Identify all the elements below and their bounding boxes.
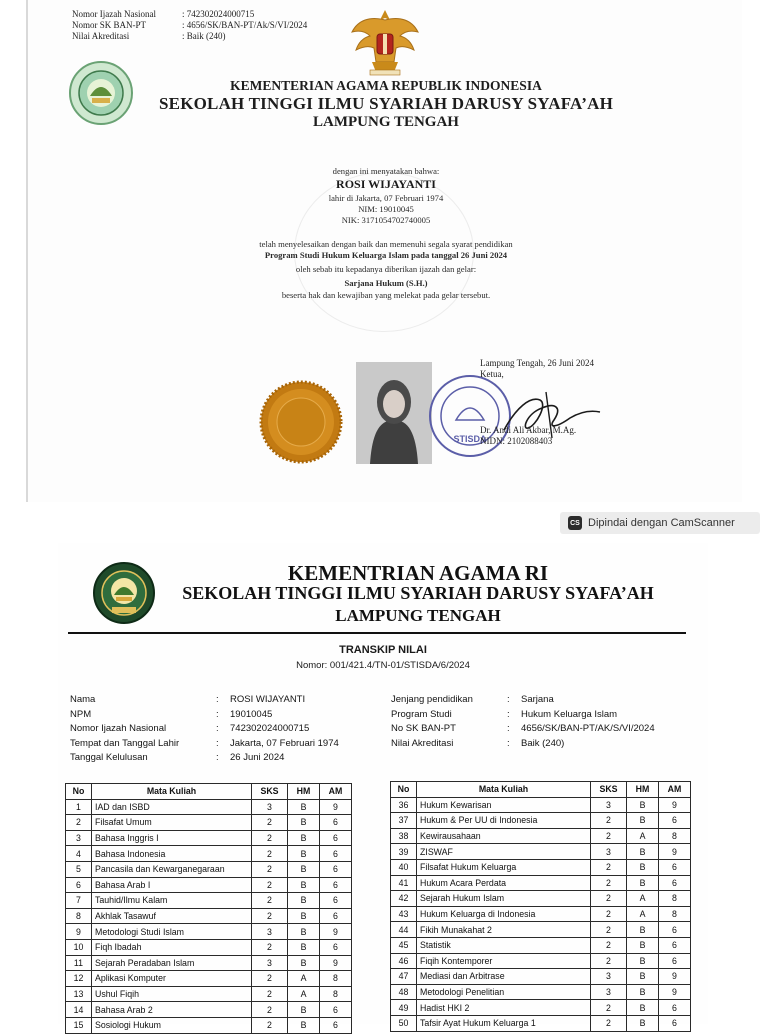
table-row — [66, 1002, 352, 1018]
table-row — [66, 939, 352, 955]
cell-sks: 2 — [252, 877, 288, 893]
table-row — [66, 1017, 352, 1033]
cell-sks: 2 — [252, 939, 288, 955]
student-info-right: Jenjang pendidikan : Sarjana Program Studi : Hukum Keluarga Islam No SK BAN-PT : 4656/SK/BAN-PT/AK/S/VI/2024 Nilai Akreditasi : Baik (240) — [391, 693, 655, 751]
info-label: Tanggal Kelulusan — [70, 752, 148, 763]
cell-sks: 2 — [591, 922, 627, 938]
cell-am: 6 — [320, 830, 352, 846]
info-value: 19010045 — [230, 708, 273, 720]
cell-course: Bahasa Indonesia — [92, 846, 252, 862]
camscanner-icon: CS — [568, 516, 582, 530]
table-row — [66, 830, 352, 846]
cell-no: 50 — [391, 1015, 417, 1031]
diploma-intro: dengan ini menyatakan bahwa: — [332, 166, 440, 176]
cell-no: 49 — [391, 1000, 417, 1016]
info-value: 742302024000715 — [230, 723, 310, 734]
col-header-hm: HM — [288, 784, 320, 800]
cell-hm: A — [627, 828, 659, 844]
cell-course: Metodologi Penelitian — [417, 984, 591, 1000]
cell-hm: B — [288, 1017, 320, 1033]
cell-no: 7 — [66, 893, 92, 909]
cell-course: Tauhid/Ilmu Kalam — [92, 893, 252, 909]
cell-no: 14 — [66, 1002, 92, 1018]
birth-line: lahir di Jakarta, 07 Februari 1974 — [328, 193, 444, 203]
table-row — [391, 891, 691, 907]
rights-line: beserta hak dan kewajiban yang melekat pada gelar tersebut. — [281, 290, 491, 300]
cell-am: 8 — [320, 986, 352, 1002]
cell-hm: B — [627, 937, 659, 953]
cell-sks: 2 — [252, 1017, 288, 1033]
courses-table-right — [390, 781, 691, 1032]
transcript-number: Nomor: 001/421.4/TN-01/STISDA/6/2024 — [296, 660, 470, 671]
cell-course: IAD dan ISBD — [92, 799, 252, 815]
signer-nidn: NIDN: 2102088403 — [480, 436, 553, 446]
table-row — [66, 955, 352, 971]
table-row — [391, 922, 691, 938]
cell-am: 9 — [659, 844, 691, 860]
col-header-am: AM — [320, 784, 352, 800]
cell-hm: B — [627, 922, 659, 938]
table-row — [66, 893, 352, 909]
cell-hm: B — [288, 939, 320, 955]
camscanner-badge — [560, 512, 760, 534]
cell-course: Sosiologi Hukum — [92, 1017, 252, 1033]
cell-no: 44 — [391, 922, 417, 938]
signature-block — [480, 358, 594, 447]
cell-hm: B — [627, 813, 659, 829]
cell-no: 1 — [66, 799, 92, 815]
cell-sks: 2 — [252, 815, 288, 831]
meta-value: : Baik (240) — [182, 31, 226, 41]
cell-course: Bahasa Arab I — [92, 877, 252, 893]
cell-hm: B — [288, 924, 320, 940]
cell-hm: B — [288, 893, 320, 909]
table-row — [66, 861, 352, 877]
table-row — [66, 986, 352, 1002]
graduate-photo — [356, 362, 432, 464]
table-row — [66, 877, 352, 893]
meta-value: : 4656/SK/BAN-PT/Ak/S/VI/2024 — [182, 20, 308, 30]
table-body — [391, 797, 691, 1031]
cell-course: Bahasa Inggris I — [92, 830, 252, 846]
graduate-name: ROSI WIJAYANTI — [336, 177, 436, 191]
table-row — [391, 937, 691, 953]
cell-no: 9 — [66, 924, 92, 940]
diploma-location: LAMPUNG TENGAH — [313, 114, 459, 130]
courses-table-left — [65, 783, 352, 1034]
info-value: ROSI WIJAYANTI — [230, 694, 306, 705]
cell-hm: B — [627, 1000, 659, 1016]
cell-no: 48 — [391, 984, 417, 1000]
table-row — [391, 797, 691, 813]
transcript-ministry: KEMENTRIAN AGAMA RI — [287, 561, 549, 585]
info-value: Jakarta, 07 Februari 1974 — [230, 737, 339, 749]
stamp-label: STISDA — [453, 434, 487, 444]
table-row — [391, 828, 691, 844]
cell-am: 9 — [659, 797, 691, 813]
cell-am: 6 — [320, 1017, 352, 1033]
cell-am: 6 — [659, 953, 691, 969]
cell-no: 5 — [66, 861, 92, 877]
cell-no: 42 — [391, 891, 417, 907]
cell-am: 8 — [320, 971, 352, 987]
cell-hm: A — [627, 891, 659, 907]
cell-sks: 2 — [252, 1002, 288, 1018]
cell-sks: 3 — [252, 955, 288, 971]
cell-am: 6 — [659, 937, 691, 953]
cell-am: 9 — [320, 955, 352, 971]
col-header-sks: SKS — [252, 784, 288, 800]
cell-hm: B — [288, 799, 320, 815]
cell-sks: 2 — [591, 906, 627, 922]
cell-am: 8 — [659, 891, 691, 907]
cell-no: 45 — [391, 937, 417, 953]
cell-sks: 2 — [252, 846, 288, 862]
cell-no: 11 — [66, 955, 92, 971]
diploma-ministry: KEMENTERIAN AGAMA REPUBLIK INDONESIA — [230, 78, 542, 93]
cell-course: Filsafat Umum — [92, 815, 252, 831]
col-header-no: No — [391, 782, 417, 798]
meta-label: Nilai Akreditasi — [72, 31, 130, 41]
cell-am: 9 — [320, 924, 352, 940]
cell-hm: B — [627, 1015, 659, 1031]
cell-am: 6 — [320, 861, 352, 877]
granted-line: oleh sebab itu kepadanya diberikan ijazah dan gelar: — [295, 264, 477, 274]
cell-am: 6 — [320, 893, 352, 909]
garuda-emblem-icon — [350, 6, 420, 78]
col-header-no: No — [66, 784, 92, 800]
table-row — [66, 815, 352, 831]
cell-am: 6 — [320, 939, 352, 955]
transcript-location: LAMPUNG TENGAH — [335, 606, 501, 625]
cell-am: 6 — [659, 859, 691, 875]
cell-course: Mediasi dan Arbitrase — [417, 969, 591, 985]
table-header-row — [391, 782, 691, 798]
col-header-hm: HM — [627, 782, 659, 798]
cell-sks: 3 — [591, 844, 627, 860]
cell-hm: B — [627, 859, 659, 875]
meta-label: Nomor Ijazah Nasional — [72, 9, 156, 19]
cell-course: Kewirausahaan — [417, 828, 591, 844]
cell-sks: 3 — [591, 969, 627, 985]
cell-no: 46 — [391, 953, 417, 969]
cell-sks: 2 — [252, 830, 288, 846]
col-header-course: Mata Kuliah — [417, 782, 591, 798]
cell-no: 3 — [66, 830, 92, 846]
cell-sks: 2 — [252, 893, 288, 909]
cell-hm: B — [627, 844, 659, 860]
meta-value: : 742302024000715 — [182, 9, 255, 19]
info-label: No SK BAN-PT — [391, 723, 456, 734]
cell-sks: 3 — [591, 984, 627, 1000]
cell-hm: B — [627, 797, 659, 813]
cell-sks: 3 — [252, 799, 288, 815]
cell-hm: B — [288, 846, 320, 862]
cell-course: Metodologi Studi Islam — [92, 924, 252, 940]
cell-course: Filsafat Hukum Keluarga — [417, 859, 591, 875]
cell-course: Bahasa Arab 2 — [92, 1002, 252, 1018]
table-row — [391, 875, 691, 891]
cell-no: 37 — [391, 813, 417, 829]
table-row — [66, 908, 352, 924]
table-row — [66, 971, 352, 987]
cell-am: 6 — [320, 846, 352, 862]
table-row — [391, 1000, 691, 1016]
table-row — [66, 924, 352, 940]
cell-course: Sejarah Hukum Islam — [417, 891, 591, 907]
place-date: Lampung Tengah, 26 Juni 2024 — [480, 358, 594, 368]
info-label: Program Studi — [391, 708, 452, 720]
info-value: Baik (240) — [521, 737, 565, 749]
cell-course: ZISWAF — [417, 844, 591, 860]
cell-course: Sejarah Peradaban Islam — [92, 955, 252, 971]
cell-course: Fiqh Ibadah — [92, 939, 252, 955]
table-row — [391, 844, 691, 860]
cell-course: Aplikasi Komputer — [92, 971, 252, 987]
cell-hm: B — [627, 953, 659, 969]
cell-hm: B — [627, 969, 659, 985]
student-info-left: Nama : ROSI WIJAYANTI NPM : 19010045 Nomor Ijazah Nasional : 742302024000715 Tempat dan Tanggal Lahir : Jakarta, 07 Februari 1974 Tanggal Kelulusan : 26 Juni 2024 — [70, 693, 339, 766]
cell-am: 6 — [320, 908, 352, 924]
cell-hm: B — [288, 908, 320, 924]
cell-am: 6 — [659, 922, 691, 938]
info-label: Tempat dan Tanggal Lahir — [70, 737, 180, 749]
cell-am: 6 — [659, 1000, 691, 1016]
cell-course: Ushul Fiqih — [92, 986, 252, 1002]
cell-hm: A — [627, 906, 659, 922]
sign-title: Ketua, — [480, 369, 504, 379]
col-header-am: AM — [659, 782, 691, 798]
degree-line: Sarjana Hukum (S.H.) — [344, 278, 428, 288]
cell-sks: 3 — [591, 797, 627, 813]
table-body — [66, 799, 352, 1033]
cell-sks: 2 — [591, 953, 627, 969]
table-header-row — [66, 784, 352, 800]
cell-am: 9 — [659, 969, 691, 985]
cell-course: Fiqih Kontemporer — [417, 953, 591, 969]
cell-am: 8 — [659, 906, 691, 922]
cell-hm: B — [288, 877, 320, 893]
table-row — [391, 969, 691, 985]
cell-am: 6 — [659, 813, 691, 829]
cell-am: 9 — [659, 984, 691, 1000]
transcript-title: TRANSKIP NILAI — [339, 644, 427, 656]
table-row — [391, 1015, 691, 1031]
diploma-meta — [72, 9, 307, 42]
cell-sks: 2 — [591, 813, 627, 829]
table-row — [391, 906, 691, 922]
info-value: 4656/SK/BAN-PT/AK/S/VI/2024 — [521, 723, 655, 734]
cell-no: 8 — [66, 908, 92, 924]
cell-course: Hukum Kewarisan — [417, 797, 591, 813]
cell-hm: A — [288, 971, 320, 987]
table-row — [391, 953, 691, 969]
cell-am: 6 — [320, 815, 352, 831]
cell-am: 6 — [320, 1002, 352, 1018]
nim-line: NIM: 19010045 — [358, 204, 414, 214]
cell-no: 41 — [391, 875, 417, 891]
cell-hm: B — [288, 815, 320, 831]
cell-course: Hukum Acara Perdata — [417, 875, 591, 891]
cell-sks: 2 — [252, 971, 288, 987]
cell-no: 39 — [391, 844, 417, 860]
cell-course: Hukum & Per UU di Indonesia — [417, 813, 591, 829]
cell-hm: B — [288, 830, 320, 846]
cell-course: Tafsir Ayat Hukum Keluarga 1 — [417, 1015, 591, 1031]
cell-course: Pancasila dan Kewarganegaraan — [92, 861, 252, 877]
cell-am: 6 — [320, 877, 352, 893]
cell-no: 38 — [391, 828, 417, 844]
diploma-institution: SEKOLAH TINGGI ILMU SYARIAH DARUSY SYAFA’AH — [159, 94, 613, 113]
meta-label: Nomor SK BAN-PT — [72, 20, 147, 30]
camscanner-label: Dipindai dengan CamScanner — [588, 517, 735, 529]
cell-sks: 2 — [591, 859, 627, 875]
cell-am: 6 — [659, 875, 691, 891]
cell-no: 12 — [66, 971, 92, 987]
cell-sks: 2 — [591, 875, 627, 891]
info-value: Sarjana — [521, 694, 554, 705]
info-value: 26 Juni 2024 — [230, 752, 285, 763]
cell-no: 13 — [66, 986, 92, 1002]
info-label: Nilai Akreditasi — [391, 737, 454, 749]
cell-hm: B — [288, 861, 320, 877]
info-label: Nomor Ijazah Nasional — [70, 723, 167, 734]
table-row — [391, 813, 691, 829]
cell-no: 47 — [391, 969, 417, 985]
info-label: Nama — [70, 694, 96, 705]
table-row — [391, 859, 691, 875]
cell-course: Akhlak Tasawuf — [92, 908, 252, 924]
cell-no: 6 — [66, 877, 92, 893]
transcript-institution: SEKOLAH TINGGI ILMU SYARIAH DARUSY SYAFA’AH — [182, 583, 654, 603]
diploma-scan — [26, 0, 742, 502]
completion-line: telah menyelesaikan dengan baik dan memenuhi segala syarat pendidikan — [259, 239, 513, 249]
cell-no: 40 — [391, 859, 417, 875]
cell-no: 15 — [66, 1017, 92, 1033]
program-line: Program Studi Hukum Keluarga Islam pada tanggal 26 Juni 2024 — [264, 250, 508, 260]
info-value: Hukum Keluarga Islam — [521, 708, 618, 720]
cell-sks: 3 — [252, 924, 288, 940]
table-row — [66, 846, 352, 862]
cell-course: Fikih Munakahat 2 — [417, 922, 591, 938]
cell-no: 4 — [66, 846, 92, 862]
cell-sks: 2 — [591, 828, 627, 844]
cell-course: Hadist HKI 2 — [417, 1000, 591, 1016]
cell-hm: B — [627, 984, 659, 1000]
cell-sks: 2 — [252, 986, 288, 1002]
cell-sks: 2 — [252, 908, 288, 924]
col-header-course: Mata Kuliah — [92, 784, 252, 800]
cell-no: 10 — [66, 939, 92, 955]
cell-course: Hukum Keluarga di Indonesia — [417, 906, 591, 922]
col-header-sks: SKS — [591, 782, 627, 798]
table-row — [66, 799, 352, 815]
cell-sks: 2 — [591, 1000, 627, 1016]
cell-hm: B — [288, 1002, 320, 1018]
nik-line: NIK: 3171054702740005 — [341, 215, 431, 225]
cell-sks: 2 — [252, 861, 288, 877]
cell-course: Statistik — [417, 937, 591, 953]
gold-seal-icon — [260, 381, 342, 463]
cell-no: 43 — [391, 906, 417, 922]
cell-hm: B — [627, 875, 659, 891]
cell-am: 9 — [320, 799, 352, 815]
cell-am: 6 — [659, 1015, 691, 1031]
cell-hm: A — [288, 986, 320, 1002]
cell-sks: 2 — [591, 1015, 627, 1031]
cell-am: 8 — [659, 828, 691, 844]
cell-sks: 2 — [591, 891, 627, 907]
header-rule — [68, 632, 686, 634]
cell-sks: 2 — [591, 937, 627, 953]
cell-hm: B — [288, 955, 320, 971]
info-label: NPM — [70, 708, 92, 720]
info-label: Jenjang pendidikan — [391, 694, 473, 705]
cell-no: 36 — [391, 797, 417, 813]
signer-name: Dr. Andi Ali Akbar, M.Ag. — [480, 425, 577, 435]
transcript-scan — [58, 543, 708, 1031]
cell-no: 2 — [66, 815, 92, 831]
table-row — [391, 984, 691, 1000]
